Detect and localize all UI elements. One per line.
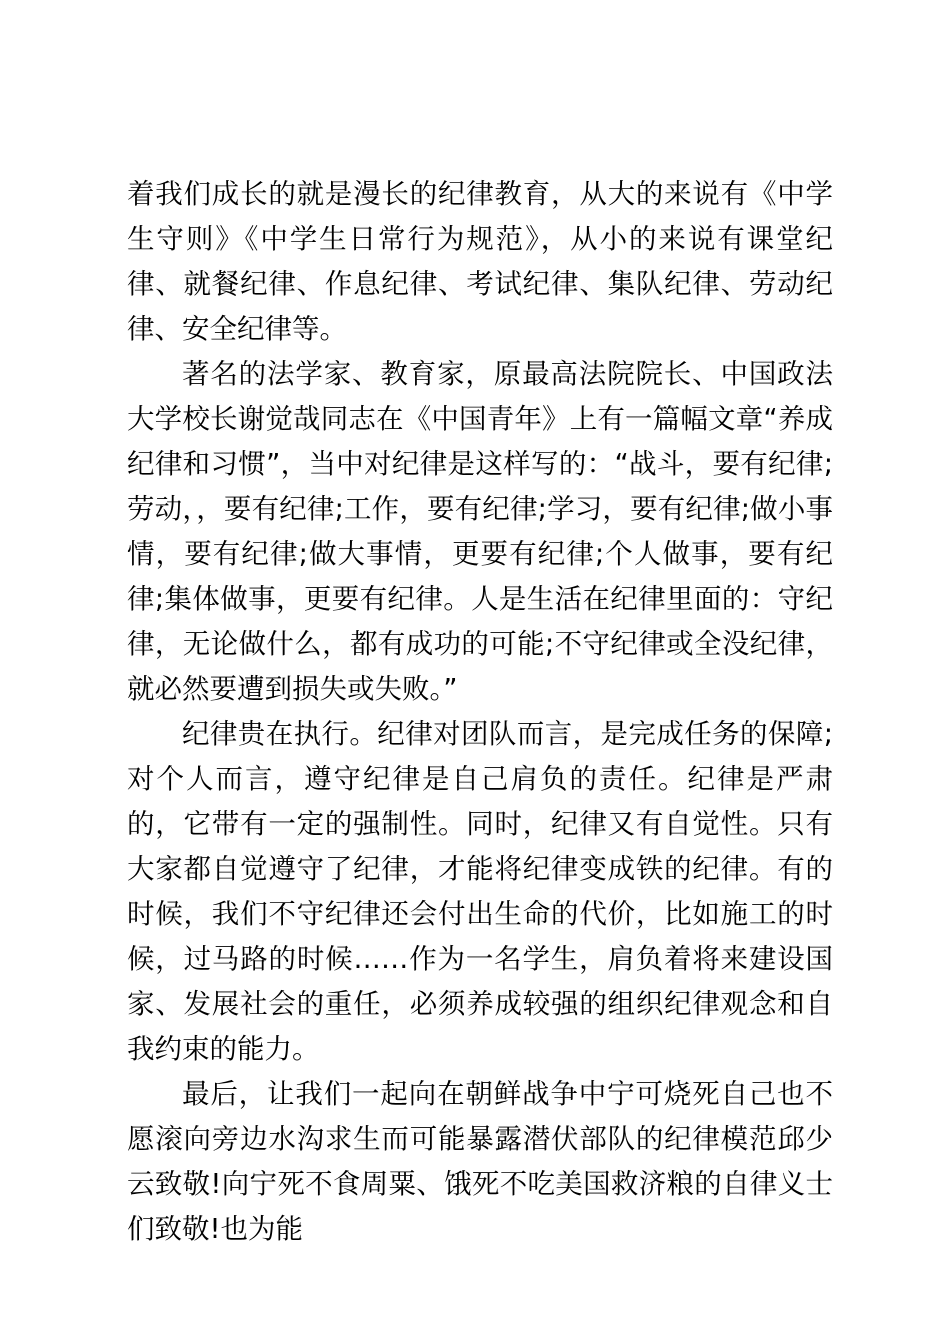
paragraph-discipline-execution: 纪律贵在执行。纪律对团队而言，是完成任务的保障;对个人而言，遵守纪律是自己肩负的责任。纪律是严肃的，它带有一定的强制性。同时，纪律又有自觉性。只有大家都自觉遵守了纪律，才能将纪律变成铁的纪律。有的时候，我们不守纪律还会付出生命的代价，比如施工的时候，过马路的时候……作为一名学生，肩负着将来建设国家、发展社会的重任，必须养成较强的组织纪律观念和自我约束的能力。 — [127, 718, 833, 1065]
document-body — [127, 172, 833, 1252]
paragraph-continuation: 着我们成长的就是漫长的纪律教育，从大的来说有《中学生守则》《中学生日常行为规范》，从小的来说有课堂纪律、就餐纪律、作息纪律、考试纪律、集队纪律、劳动纪律、安全纪律等。 — [127, 178, 833, 345]
paragraph-xie-juezai-quote: 著名的法学家、教育家，原最高法院院长、中国政法大学校长谢觉哉同志在《中国青年》上有一篇幅文章“养成纪律和习惯”，当中对纪律是这样写的：“战斗，要有纪律;劳动，，要有纪律;工作，要有纪律;学习，要有纪律;做小事情，要有纪律;做大事情，更要有纪律;个人做事，要有纪律;集体做事，更要有纪律。人是生活在纪律里面的：守纪律，无论做什么，都有成功的可能;不守纪律或全没纪律，就必然要遭到损失或失败。” — [127, 358, 833, 705]
paragraph-conclusion: 最后，让我们一起向在朝鲜战争中宁可烧死自己也不愿滚向旁边水沟求生而可能暴露潜伏部队的纪律模范邱少云致敬!向宁死不食周粟、饿死不吃美国救济粮的自律义士们致敬!也为能 — [127, 1078, 833, 1245]
